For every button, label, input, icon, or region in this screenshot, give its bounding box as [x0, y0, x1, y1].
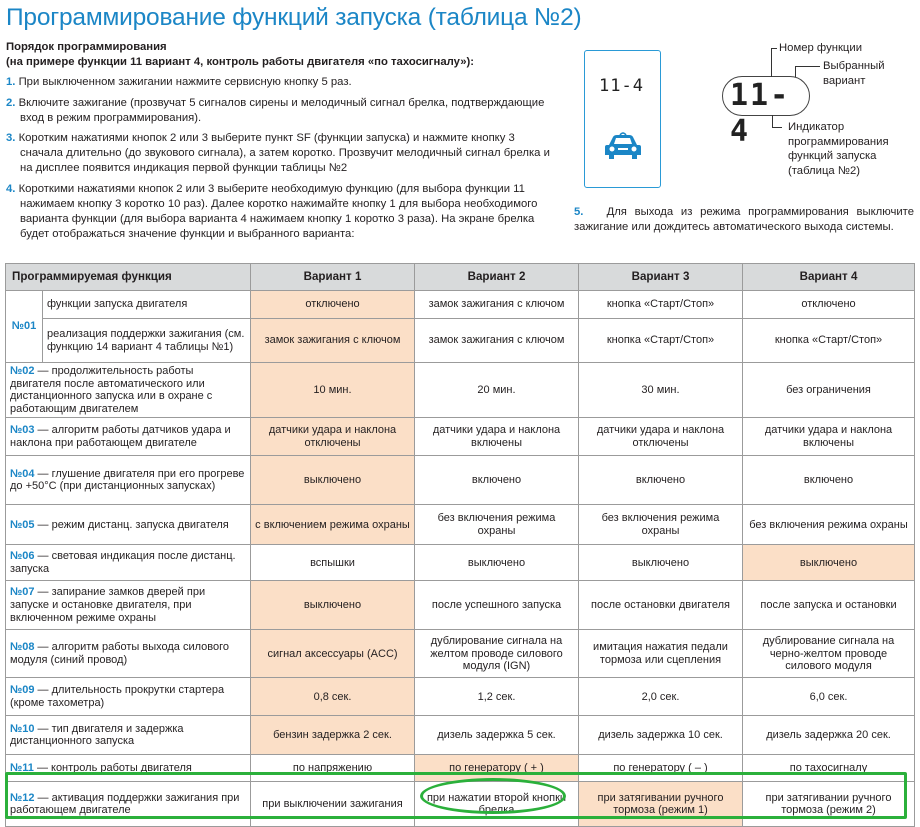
function-text: — алгоритм работы датчиков удара и наклона при работающем двигателе — [10, 424, 231, 449]
variant-3-cell: 30 мин. — [579, 363, 743, 418]
table-row — [6, 678, 915, 716]
step-text: Включите зажигание (прозвучат 5 сигналов сирены и мелодичный сигнал брелка, подтверждающие вход в режим программирования). — [18, 96, 545, 124]
callout-line — [795, 66, 796, 77]
step-text: Коротким нажатиями кнопок 2 или 3 выберите пункт SF (функции запуска) и нажмите кнопку 3 сначала длительно (до звукового сигнала), а затем коротко. Прозвучит мелодичный сигнал брелка и на дисплее появится индикация первой функции таблицы №2 — [18, 132, 550, 175]
function-text: — алгоритм работы выхода силового модуля (синий провод) — [10, 641, 229, 666]
table-row — [6, 505, 915, 545]
variant-1-cell: сигнал аксессуары (ACC) — [251, 630, 415, 678]
programming-instructions — [6, 40, 551, 242]
variant-2-cell: 20 мин. — [415, 363, 579, 418]
step-4 — [6, 182, 551, 243]
variant-3-cell: 2,0 сек. — [579, 678, 743, 716]
variant-1-cell: по напряжению — [251, 755, 415, 782]
function-description — [6, 505, 251, 545]
variant-1-cell: вспышки — [251, 545, 415, 581]
function-text: — запирание замков дверей при запуске и остановке двигателя, при включенном режиме охраны — [10, 586, 206, 624]
variant-3-cell: при затягивании ручного тормоза (режим 1) — [579, 782, 743, 827]
callout-line-4: (таблица №2) — [788, 164, 861, 177]
variant-1-cell: бензин задержка 2 сек. — [251, 716, 415, 755]
callout-line — [795, 66, 820, 67]
callout-line — [771, 48, 777, 49]
variant-2-cell: замок зажигания с ключом — [415, 319, 579, 363]
variant-3-cell: включено — [579, 456, 743, 505]
variant-1-cell: замок зажигания с ключом — [251, 319, 415, 363]
table-row — [6, 545, 915, 581]
step-1 — [6, 75, 551, 90]
function-description — [6, 630, 251, 678]
variant-1-cell: выключено — [251, 456, 415, 505]
callout-line-2: программирования — [788, 135, 889, 148]
large-segment-display: 11-4 — [730, 78, 791, 149]
variant-1-cell: датчики удара и наклона отключены — [251, 418, 415, 456]
variant-3-cell: без включения режима охраны — [579, 505, 743, 545]
functions-table — [5, 263, 915, 827]
function-text: — продолжительность работы двигателя после автоматического или дистанционного запуска или в охране с работающим двигателем — [10, 365, 213, 415]
function-description: функции запуска двигателя — [43, 291, 251, 319]
step-text: Для выхода из режима программирования выключите зажигание или дождитесь автоматического выхода системы. — [574, 206, 914, 234]
function-number: №06 — [10, 550, 35, 563]
variant-2-cell: без включения режима охраны — [415, 505, 579, 545]
variant-1-cell: выключено — [251, 581, 415, 630]
function-description — [6, 581, 251, 630]
function-number: №02 — [10, 365, 35, 377]
variant-1-cell: 0,8 сек. — [251, 678, 415, 716]
variant-1-cell: при выключении зажигания — [251, 782, 415, 827]
variant-4-cell: кнопка «Старт/Стоп» — [743, 319, 915, 363]
step-number: 1. — [6, 76, 16, 89]
function-description: реализация поддержки зажигания (см. функцию 14 вариант 4 таблицы №1) — [43, 319, 251, 363]
step-number: 5. — [574, 206, 584, 218]
function-text: — тип двигателя и задержка дистанционного запуска — [10, 722, 184, 748]
variant-4-cell: без включения режима охраны — [743, 505, 915, 545]
callout-line-2: вариант — [823, 74, 866, 87]
variant-4-cell: дизель задержка 20 сек. — [743, 716, 915, 755]
table-row — [6, 319, 915, 363]
step-5 — [574, 205, 914, 236]
function-description — [6, 456, 251, 505]
function-description — [6, 363, 251, 418]
variant-3-cell: дизель задержка 10 сек. — [579, 716, 743, 755]
callout-indicator — [788, 120, 889, 178]
function-number-01: №01 — [6, 291, 43, 363]
table-header-row — [6, 264, 915, 291]
callout-line-1: Индикатор — [788, 121, 845, 133]
variant-3-cell: по генератору ( – ) — [579, 755, 743, 782]
variant-1-cell: с включением режима охраны — [251, 505, 415, 545]
table-row — [6, 456, 915, 505]
step-number: 3. — [6, 132, 16, 145]
header-variant-1: Вариант 1 — [251, 264, 415, 291]
step-text: При выключенном зажигании нажмите сервисную кнопку 5 раз. — [18, 76, 352, 89]
function-number: №04 — [10, 467, 35, 480]
callout-line-1: Выбранный — [823, 60, 885, 72]
table-row — [6, 418, 915, 456]
variant-1-cell: отключено — [251, 291, 415, 319]
step-number: 4. — [6, 182, 16, 195]
step-2 — [6, 96, 551, 126]
variant-2-cell: по генератору ( + ) — [415, 755, 579, 782]
instructions-heading: Порядок программирования — [6, 41, 167, 53]
function-description — [6, 418, 251, 456]
function-description — [6, 755, 251, 782]
function-number: №07 — [10, 586, 35, 599]
variant-4-cell: включено — [743, 456, 915, 505]
page-title: Программирование функций запуска (таблица №2) — [6, 4, 582, 31]
header-variant-2: Вариант 2 — [415, 264, 579, 291]
callout-line — [771, 48, 772, 77]
function-number: №10 — [10, 722, 35, 735]
variant-4-cell: без ограничения — [743, 363, 915, 418]
table-row — [6, 291, 915, 319]
step-3 — [6, 131, 551, 177]
variant-4-cell: датчики удара и наклона включены — [743, 418, 915, 456]
variant-4-cell: выключено — [743, 545, 915, 581]
table-row — [6, 363, 915, 418]
function-description — [6, 678, 251, 716]
variant-4-cell: отключено — [743, 291, 915, 319]
variant-4-cell: по тахосигналу — [743, 755, 915, 782]
variant-2-cell: дизель задержка 5 сек. — [415, 716, 579, 755]
variant-3-cell: кнопка «Старт/Стоп» — [579, 291, 743, 319]
function-number: №11 — [10, 762, 34, 775]
variant-3-cell: кнопка «Старт/Стоп» — [579, 319, 743, 363]
variant-4-cell: при затягивании ручного тормоза (режим 2) — [743, 782, 915, 827]
variant-2-cell: датчики удара и наклона включены — [415, 418, 579, 456]
table-row — [6, 630, 915, 678]
function-text: — длительность прокрутки стартера (кроме тахометра) — [10, 684, 225, 709]
function-description — [6, 716, 251, 755]
variant-2-cell: дублирование сигнала на желтом проводе силового модуля (IGN) — [415, 630, 579, 678]
function-text: — световая индикация после дистанц. запуска — [10, 550, 236, 575]
variant-4-cell: 6,0 сек. — [743, 678, 915, 716]
callout-line-3: функций запуска — [788, 150, 877, 162]
car-icon — [603, 131, 643, 163]
variant-3-cell: датчики удара и наклона отключены — [579, 418, 743, 456]
function-description — [6, 545, 251, 581]
function-number: №08 — [10, 641, 35, 654]
function-text: — контроль работы двигателя — [33, 762, 192, 775]
lcd-display — [722, 76, 810, 149]
step-text: Короткими нажатиями кнопок 2 или 3 выберите необходимую функцию (для выбора функции 11 нажимаем кнопку 3 коротко 10 раз). Далее коротко нажимайте кнопку 1 для выбора необходимого варианта функции (для выбора варианта 4 нажимаем кнопку 1 коротко 3 раза). На экране брелка будет отображаться значение функции и выбранного варианта: — [18, 182, 538, 241]
variant-3-cell: имитация нажатия педали тормоза или сцепления — [579, 630, 743, 678]
callout-function-number: Номер функции — [779, 42, 863, 54]
callout-line — [772, 127, 782, 128]
function-text: — глушение двигателя при его прогреве до +50°С (при дистанционных запусках) — [10, 467, 245, 493]
function-number: №05 — [10, 518, 35, 531]
variant-2-cell: выключено — [415, 545, 579, 581]
function-description — [6, 782, 251, 827]
variant-4-cell: после запуска и остановки — [743, 581, 915, 630]
keyfob-display-panel — [584, 50, 661, 188]
variant-2-cell: замок зажигания с ключом — [415, 291, 579, 319]
header-function: Программируемая функция — [6, 264, 251, 291]
variant-2-cell: включено — [415, 456, 579, 505]
table-row — [6, 755, 915, 782]
variant-4-cell: дублирование сигнала на черно-желтом проводе силового модуля — [743, 630, 915, 678]
function-number: №03 — [10, 424, 35, 437]
step-number: 2. — [6, 96, 16, 109]
header-variant-3: Вариант 3 — [579, 264, 743, 291]
function-number: №12 — [10, 791, 35, 804]
variant-2-cell: после успешного запуска — [415, 581, 579, 630]
variant-3-cell: выключено — [579, 545, 743, 581]
instructions-subheading: (на примере функции 11 вариант 4, контроль работы двигателя «по тахосигналу»): — [6, 56, 475, 69]
variant-3-cell: после остановки двигателя — [579, 581, 743, 630]
variant-2-cell: при нажатии второй кнопки брелка — [415, 782, 579, 827]
small-segment-display: 11-4 — [599, 76, 644, 96]
variant-1-cell: 10 мин. — [251, 363, 415, 418]
table-row — [6, 782, 915, 827]
function-number: №09 — [10, 684, 35, 697]
table-row — [6, 716, 915, 755]
function-text: — режим дистанц. запуска двигателя — [34, 518, 229, 531]
variant-2-cell: 1,2 сек. — [415, 678, 579, 716]
table-row — [6, 581, 915, 630]
callout-selected-variant — [823, 59, 885, 88]
header-variant-4: Вариант 4 — [743, 264, 915, 291]
function-text: — активация поддержки зажигания при работающем двигателе — [10, 791, 240, 817]
